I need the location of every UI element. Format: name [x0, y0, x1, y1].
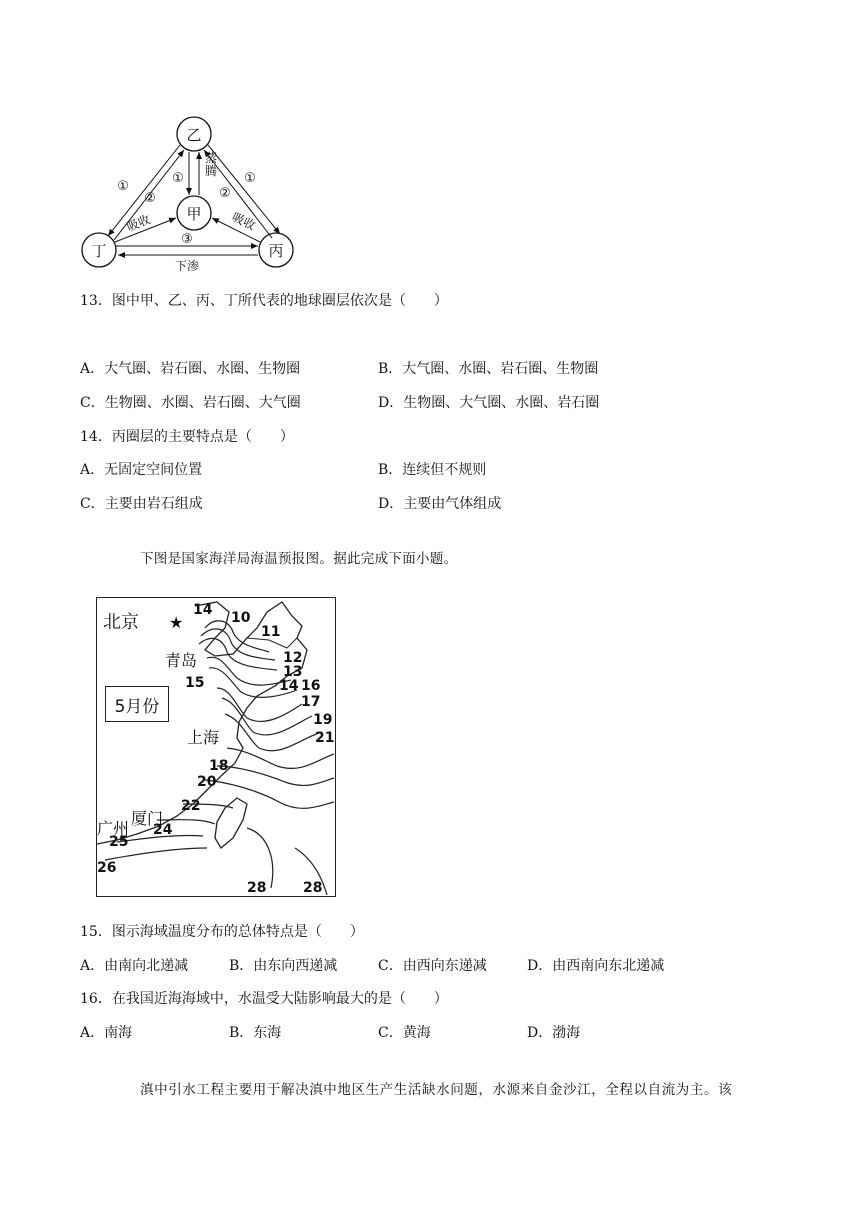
- month-label-box: [105, 686, 169, 722]
- isotherm-label: 20: [197, 774, 217, 790]
- question-16-option-b[interactable]: B．东海: [229, 1025, 282, 1041]
- question-14-option-b[interactable]: B．连续但不规则: [378, 462, 487, 478]
- label-right-outer: ①: [244, 171, 256, 186]
- isotherm-label: 19: [313, 712, 333, 728]
- isotherm-label: 14: [279, 678, 299, 694]
- question-13-stem: 13．图中甲、乙、丙、丁所代表的地球圈层依次是（ ）: [80, 293, 448, 309]
- isotherm-label: 11: [261, 624, 281, 640]
- month-label: 5月份: [114, 696, 160, 717]
- question-15-option-c[interactable]: C．由西向东递减: [378, 958, 487, 974]
- label-center-right: ②: [219, 186, 231, 201]
- beijing-star-icon: ★: [169, 613, 184, 632]
- isotherm-label: 15: [185, 675, 205, 691]
- question-13-option-b[interactable]: B．大气圈、水圈、岩石圈、生物圈: [378, 361, 599, 377]
- question-14-option-d[interactable]: D．主要由气体组成: [378, 496, 502, 512]
- node-yi: 乙: [186, 126, 202, 144]
- question-15-stem: 15．图示海域温度分布的总体特点是（ ）: [80, 924, 364, 940]
- isotherm-label: 13: [283, 664, 303, 680]
- label-transpiration: 蒸腾: [205, 151, 218, 178]
- question-16-option-a[interactable]: A．南海: [80, 1025, 133, 1041]
- question-15-option-b[interactable]: B．由东向西递减: [229, 958, 338, 974]
- label-left-inner: ②: [144, 191, 156, 206]
- question-14-option-a[interactable]: A．无固定空间位置: [80, 462, 203, 478]
- isotherm-label: 12: [283, 650, 303, 666]
- isotherm-label: 22: [181, 798, 201, 814]
- isotherm-label: 16: [301, 678, 321, 694]
- question-15-option-a[interactable]: A．由南向北递减: [80, 958, 189, 974]
- question-13-option-a[interactable]: A．大气圈、岩石圈、水圈、生物圈: [80, 361, 301, 377]
- qingdao-label: 青岛: [165, 651, 198, 670]
- xiamen-label: 厦门: [131, 809, 164, 828]
- node-bing: 丙: [268, 242, 284, 260]
- question-14-option-c[interactable]: C．主要由岩石组成: [80, 496, 203, 512]
- isotherm-label: 21: [315, 730, 334, 746]
- question-13-option-d[interactable]: D．生物圈、大气圈、水圈、岩石圈: [378, 395, 600, 411]
- isotherm-label: 25: [109, 834, 129, 850]
- question-14-stem: 14．丙圈层的主要特点是（ ）: [80, 429, 294, 445]
- question-13-option-c[interactable]: C．生物圈、水圈、岩石圈、大气圈: [80, 395, 301, 411]
- isotherm-label: 28: [303, 880, 323, 895]
- isotherm-label: 26: [97, 860, 117, 876]
- isotherm-label: 17: [301, 694, 321, 710]
- next-section-intro: 滇中引水工程主要用于解决滇中地区生产生活缺水问题，水源来自金沙江，全程以自流为主。该: [140, 1082, 733, 1098]
- shanghai-label: 上海: [187, 728, 220, 747]
- isotherm-label: 28: [247, 880, 267, 895]
- question-16-option-d[interactable]: D．渤海: [527, 1025, 581, 1041]
- guangzhou-label: 广州: [97, 819, 130, 838]
- isotherm-label: 10: [231, 610, 251, 626]
- sea-temperature-map: [96, 597, 336, 897]
- question-15-option-d[interactable]: D．由西南向东北递减: [527, 958, 665, 974]
- label-bottom-num: ③: [181, 232, 193, 247]
- node-jia: 甲: [186, 205, 202, 223]
- label-absorb-right: 吸收: [229, 209, 258, 233]
- beijing-label: 北京: [103, 612, 139, 633]
- question-16-stem: 16．在我国近海海域中，水温受大陆影响最大的是（ ）: [80, 991, 448, 1007]
- question-16-option-c[interactable]: C．黄海: [378, 1025, 431, 1041]
- isotherm-label: 18: [209, 758, 229, 774]
- label-center-left: ①: [172, 171, 184, 186]
- isotherm-label: 14: [193, 602, 213, 618]
- label-absorb-left: 吸收: [124, 212, 153, 235]
- sphere-cycle-diagram: [70, 112, 310, 272]
- node-ding: 丁: [91, 242, 107, 260]
- label-bottom-text: 下渗: [174, 259, 200, 272]
- sea-map-intro: 下图是国家海洋局海温预报图。据此完成下面小题。: [140, 551, 458, 567]
- isotherm-label: 24: [153, 822, 173, 838]
- label-left-outer: ①: [117, 179, 129, 194]
